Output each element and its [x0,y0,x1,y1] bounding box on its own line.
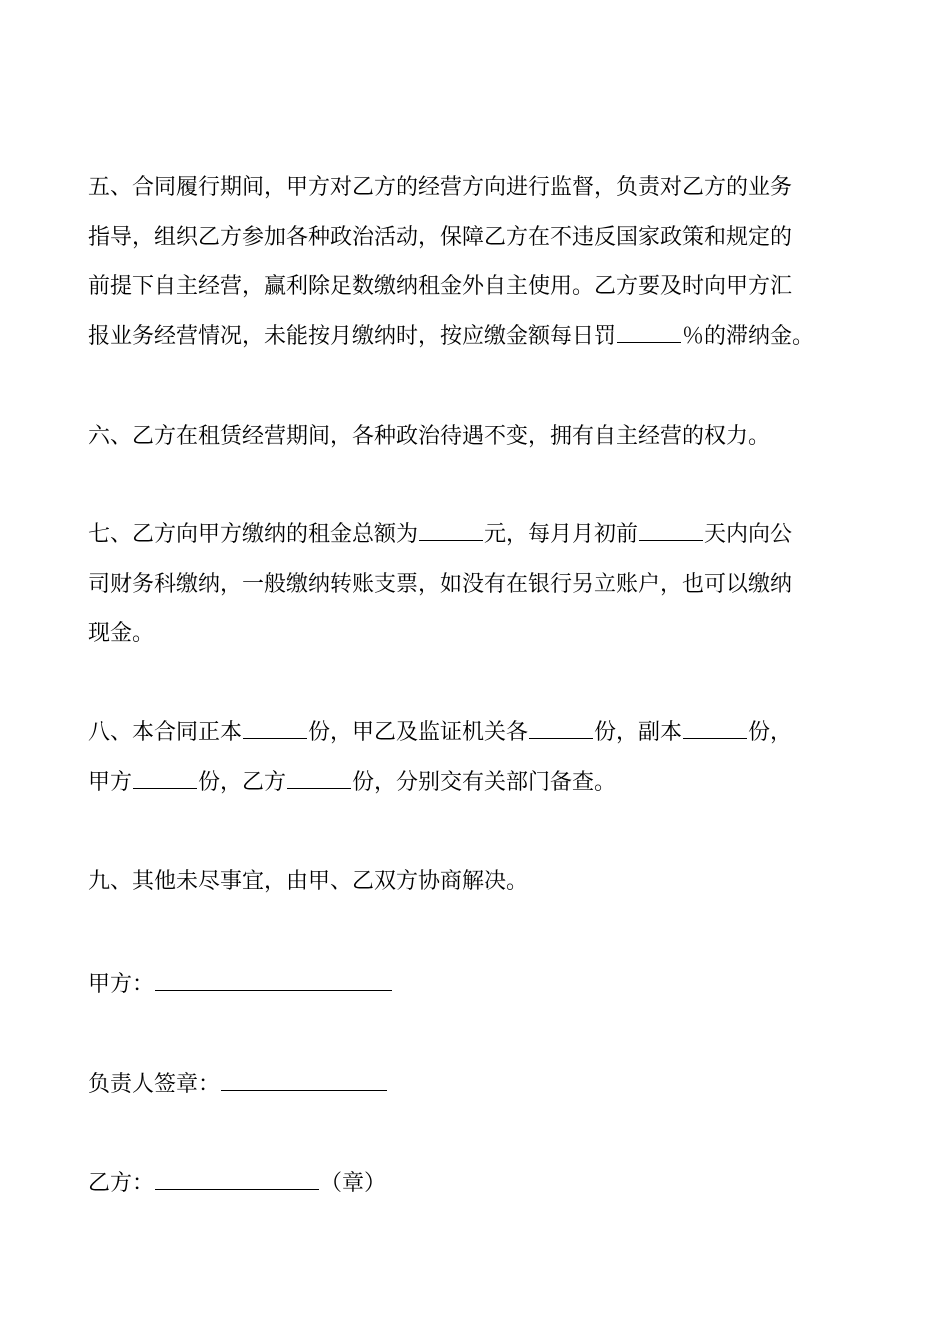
clause-5-line-4 [88,312,868,362]
clause-7-text-c: 天内向公 [704,522,793,547]
clause-6-line-1: 六、乙方在租赁经营期间，各种政治待遇不变，拥有自主经营的权力。 [88,424,771,449]
clause-9-line-1: 九、其他未尽事宜，由甲、乙双方协商解决。 [88,869,529,894]
party-a-copies-blank[interactable] [133,766,197,789]
party-b-signature-blank[interactable] [155,1167,319,1190]
responsible-signature-row [88,1068,388,1100]
clause-5 [88,163,868,361]
clause-7 [88,510,868,659]
responsible-signature-blank[interactable] [221,1068,387,1091]
seal-label: （章） [320,1171,387,1196]
clause-8-line-2 [88,758,868,808]
party-a-label: 甲方： [88,972,155,997]
party-b-label: 乙方： [88,1171,155,1196]
party-a-signature-row [88,968,393,1000]
clause-8-text-c: 份，副本 [594,720,683,745]
clause-8-text-g: 份，分别交有关部门备查。 [352,769,617,795]
clause-8 [88,708,868,807]
clause-5-text-b: ％的滞纳金。 [682,323,815,349]
clause-5-line-3: 前提下自主经营，赢利除足数缴纳租金外自主使用。乙方要及时向甲方汇 [88,274,793,299]
party-a-signature-blank[interactable] [155,968,392,991]
clause-5-text-a: 报业务经营情况，未能按月缴纳时，按应缴金额每日罚 [88,323,617,349]
party-b-copies-blank[interactable] [287,766,351,789]
clause-5-line-1: 五、合同履行期间，甲方对乙方的经营方向进行监督，负责对乙方的业务 [88,175,793,200]
clause-8-text-f: 份，乙方 [198,769,287,795]
duplicate-copies-blank[interactable] [683,716,747,739]
clause-7-line-2: 司财务科缴纳，一般缴纳转账支票，如没有在银行另立账户，也可以缴纳 [88,571,793,597]
clause-8-text-a: 八、本合同正本 [88,720,243,745]
clause-7-line-3: 现金。 [88,621,155,646]
clause-7-line-1 [88,510,868,560]
payment-days-blank[interactable] [639,518,703,541]
authority-copies-blank[interactable] [529,716,593,739]
clause-8-line-1 [88,708,868,758]
clause-8-text-e: 甲方 [88,769,133,795]
party-b-signature-row [88,1167,386,1199]
clause-7-text-b: 元，每月月初前 [484,522,639,547]
clause-9 [88,857,868,907]
clause-7-text-a: 七、乙方向甲方缴纳的租金总额为 [88,522,419,547]
original-copies-blank[interactable] [243,716,307,739]
rent-total-blank[interactable] [419,518,483,541]
clause-5-line-2: 指导，组织乙方参加各种政治活动，保障乙方在不违反国家政策和规定的 [88,224,793,250]
penalty-rate-blank[interactable] [617,320,681,343]
clause-6 [88,412,868,462]
responsible-label: 负责人签章： [88,1072,221,1097]
clause-8-text-d: 份， [748,720,793,745]
clause-8-text-b: 份，甲乙及监证机关各 [308,720,529,745]
